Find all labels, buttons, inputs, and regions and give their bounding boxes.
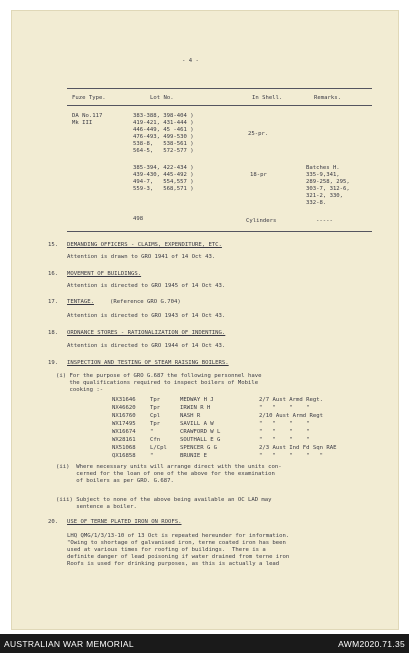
footer-reference: AWM2020.71.35 [338, 639, 405, 649]
fuze-type-line-2: Mk III [72, 120, 93, 126]
personnel-unit: " " " " [259, 437, 310, 443]
personnel-unit: " " " " [259, 421, 310, 427]
item-number: 20. [48, 519, 59, 525]
page-number: - 4 - [182, 58, 199, 64]
item-number: 19. [48, 360, 59, 366]
personnel-no: WX28161 [112, 437, 136, 443]
personnel-name: MEDWAY H J [180, 397, 214, 403]
lot-line: 446-449, 45 -461 ) [133, 127, 194, 133]
personnel-rank: Cfn [150, 437, 161, 443]
body-line: LHQ QMG/1/3/13-10 of 13 Oct is repeated hereunder for information. [67, 533, 290, 539]
personnel-rank: Tpr [150, 421, 161, 427]
item-title: ORDNANCE STORES - RATIONALIZATION OF INDENTING. [67, 330, 226, 336]
personnel-name: SOUTHALL E G [180, 437, 221, 443]
archive-footer [0, 634, 409, 653]
personnel-no: WX16674 [112, 429, 136, 435]
col-header-remarks: Remarks. [314, 95, 341, 101]
item-text: Attention is directed to GRO 1944 of 14 Oct 43. [67, 343, 226, 349]
personnel-name: BRUNIE E [180, 453, 207, 459]
item-title: USE OF TERNE PLATED IRON ON ROOFS. [67, 519, 182, 525]
remarks-line: 335-9,341, [306, 172, 340, 178]
personnel-unit: " " " " [259, 429, 310, 435]
item-title: TENTAGE. [67, 299, 94, 305]
personnel-name: SPENCER G G [180, 445, 218, 451]
lot-line: 559-3, 568,571 ) [133, 186, 194, 192]
personnel-unit: 2/7 Aust Armd Regt. [259, 397, 323, 403]
lot-line: 498 [133, 216, 144, 222]
shell-type: 18-pr [250, 172, 267, 178]
col-header-in-shell: In Shell. [252, 95, 283, 101]
item-title: INSPECTION AND TESTING OF STEAM RAISING BOILERS. [67, 360, 229, 366]
body-line: "Owing to shortage of galvanised iron, terne coated iron has been [67, 540, 286, 546]
item-number: 18. [48, 330, 59, 336]
personnel-unit: " " " " [259, 405, 310, 411]
personnel-name: CRAWFORD W L [180, 429, 221, 435]
personnel-no: NX16760 [112, 413, 136, 419]
lot-line: 476-493, 499-530 ) [133, 134, 194, 140]
para-line: of boilers as per GRO. G.687. [56, 478, 174, 484]
remarks-line: 289-258, 295, [306, 179, 350, 185]
item-number: 15. [48, 242, 59, 248]
lot-line: 385-394, 422-434 ) [133, 165, 194, 171]
para-line: cooking :- [56, 387, 104, 393]
shell-type: Cylinders [246, 218, 277, 224]
personnel-no: NX31646 [112, 397, 136, 403]
shell-type: 25-pr. [248, 131, 269, 137]
lot-line: 494-7, 554,557 ) [133, 179, 194, 185]
body-line: used at various times for roofing of buildings. There is a [67, 547, 266, 553]
personnel-unit: 2/3 Aust Ind Fd Sqn RAE [259, 445, 337, 451]
item-text: Attention is directed to GRO 1945 of 14 Oct 43. [67, 283, 226, 289]
item-title: DEMANDING OFFICERS - CLAIMS, EXPENDITURE, ETC. [67, 242, 222, 248]
item-number: 17. [48, 299, 59, 305]
remarks-line: 321-2, 330, [306, 193, 344, 199]
item-text: Attention is drawn to GRO 1941 of 14 Oct 43. [67, 254, 216, 260]
remarks-line: 332-8. [306, 200, 327, 206]
personnel-no: QX16858 [112, 453, 136, 459]
personnel-rank: Tpr [150, 397, 161, 403]
remarks-line: 303-7, 312-6, [306, 186, 350, 192]
lot-line: 439-430, 445-492 ) [133, 172, 194, 178]
personnel-rank: Tpr [150, 405, 161, 411]
item-number: 16. [48, 271, 59, 277]
personnel-unit: " " " " " [259, 453, 323, 459]
para-line: (ii) Where necessary units will arrange direct with the units con- [56, 464, 282, 470]
lot-line: 538-8, 538-561 ) [133, 141, 194, 147]
table-top-rule [67, 88, 372, 89]
personnel-name: SAVILL A W [180, 421, 214, 427]
footer-institution: AUSTRALIAN WAR MEMORIAL [4, 639, 134, 649]
personnel-no: WX17495 [112, 421, 136, 427]
personnel-no: NX51068 [112, 445, 136, 451]
personnel-name: NASH R [180, 413, 201, 419]
table-header-rule [67, 105, 372, 106]
personnel-name: IRWIN R H [180, 405, 211, 411]
lot-line: 564-5, 572-577 ) [133, 148, 194, 154]
para-line: sentence a boiler. [56, 504, 137, 510]
lot-line: 383-388, 398-404 ) [133, 113, 194, 119]
personnel-no: NX46620 [112, 405, 136, 411]
table-bottom-rule [67, 231, 372, 232]
remarks-line: Batches H. [306, 165, 340, 171]
para-line: cerned for the loan of one of the above for the examination [56, 471, 275, 477]
remarks-line: ----- [316, 218, 333, 224]
personnel-rank: " [150, 429, 154, 435]
lot-line: 419-421, 431-444 ) [133, 120, 194, 126]
para-line: (i) For the purpose of GRO G.687 the following personnel have [56, 373, 262, 379]
para-line: (iii) Subject to none of the above being available an OC LAD may [56, 497, 272, 503]
personnel-unit: 2/10 Aust Armd Regt [259, 413, 323, 419]
para-line: the qualifications required to inspect boilers of Mobile [56, 380, 259, 386]
personnel-rank: Cpl [150, 413, 161, 419]
col-header-fuze-type: Fuze Type. [72, 95, 106, 101]
personnel-rank: L/Cpl [150, 445, 167, 451]
personnel-rank: " [150, 453, 154, 459]
col-header-lot-no: Lot No. [150, 95, 174, 101]
body-line: Roofs is used for drinking purposes, as this is actually a lead [67, 561, 280, 567]
fuze-type-line-1: DA No.117 [72, 113, 103, 119]
body-line: definite danger of lead poisoning if water drained from terne iron [67, 554, 290, 560]
item-text: Attention is directed to GRO 1943 of 14 Oct 43. [67, 313, 226, 319]
item-title: MOVEMENT OF BUILDINGS. [67, 271, 142, 277]
item-title-suffix: (Reference GRO G.704) [110, 299, 181, 305]
